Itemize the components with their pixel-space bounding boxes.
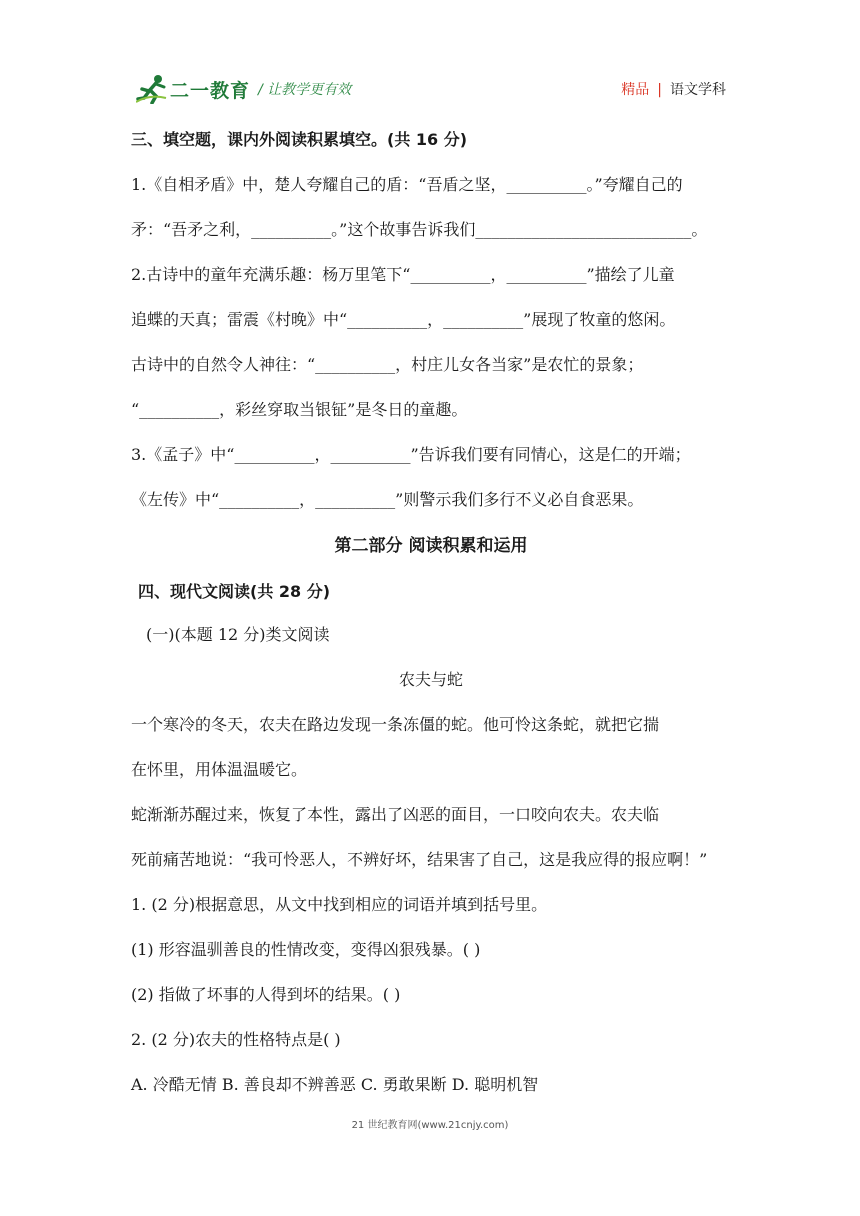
section3-line-2: 矛：“吾矛之利，__________。”这个故事告诉我们___________________________。	[131, 220, 708, 239]
section4-title: 四、现代文阅读(共 28 分)	[138, 582, 331, 601]
story-line-3: 蛇渐渐苏醒过来，恢复了本性，露出了凶恶的面目，一口咬向农夫。农夫临	[131, 805, 660, 824]
running-man-icon	[136, 74, 170, 104]
logo	[136, 74, 256, 104]
jingpin-label: 精品	[621, 82, 650, 98]
page-header	[136, 74, 726, 104]
section3-line-6: “__________，彩丝穿取当银钲”是冬日的童趣。	[131, 400, 468, 419]
page-footer: 21 世纪教育网(www.21cnjy.com)	[351, 1120, 509, 1131]
part2-title: 第二部分 阅读积累和运用	[334, 536, 528, 556]
section3-line-4: 追蝶的天真；雷震《村晚》中“__________，__________”展现了牧童的悠闲。	[131, 310, 676, 329]
section3-line-7: 3.《孟子》中“__________，__________”告诉我们要有同情心，这是仁的开端；	[131, 445, 691, 464]
question-2: 2. (2 分)农夫的性格特点是( )	[131, 1030, 341, 1049]
story-title: 农夫与蛇	[398, 670, 463, 689]
question-1-2: (2) 指做了坏事的人得到坏的结果。( )	[131, 985, 401, 1004]
question-1-1: (1) 形容温驯善良的性情改变，变得凶狠残暴。( )	[131, 940, 481, 959]
slogan: / 让教学更有效	[258, 82, 352, 98]
story-line-4: 死前痛苦地说：“我可怜恶人，不辨好坏，结果害了自己，这是我应得的报应啊！”	[131, 850, 708, 869]
question-2-options: A. 冷酷无情 B. 善良却不辨善恶 C. 勇敢果断 D. 聪明机智	[131, 1075, 539, 1094]
question-1: 1. (2 分)根据意思，从文中找到相应的词语并填到括号里。	[131, 895, 548, 914]
logo-text: 二一教育	[170, 80, 251, 102]
header-subject	[621, 79, 726, 99]
subject-label: 语文学科	[670, 82, 726, 98]
section3-title: 三、填空题，课内外阅读积累填空。(共 16 分)	[131, 130, 468, 149]
section3-line-8: 《左传》中“__________，__________”则警示我们多行不义必自食恶果。	[131, 490, 644, 509]
story-line-2: 在怀里，用体温温暖它。	[131, 760, 308, 779]
section3-line-1: 1.《自相矛盾》中，楚人夸耀自己的盾：“吾盾之坚，__________。”夸耀自己的	[131, 175, 683, 194]
header-separator: |	[657, 82, 662, 98]
section4-subtitle: (一)(本题 12 分)类文阅读	[146, 625, 330, 644]
section3-line-3: 2.古诗中的童年充满乐趣：杨万里笔下“__________，__________”描绘了儿童	[131, 265, 675, 284]
story-line-1: 一个寒冷的冬天，农夫在路边发现一条冻僵的蛇。他可怜这条蛇，就把它揣	[131, 715, 660, 734]
section3-line-5: 古诗中的自然令人神往：“__________，村庄儿女各当家”是农忙的景象；	[131, 355, 644, 374]
